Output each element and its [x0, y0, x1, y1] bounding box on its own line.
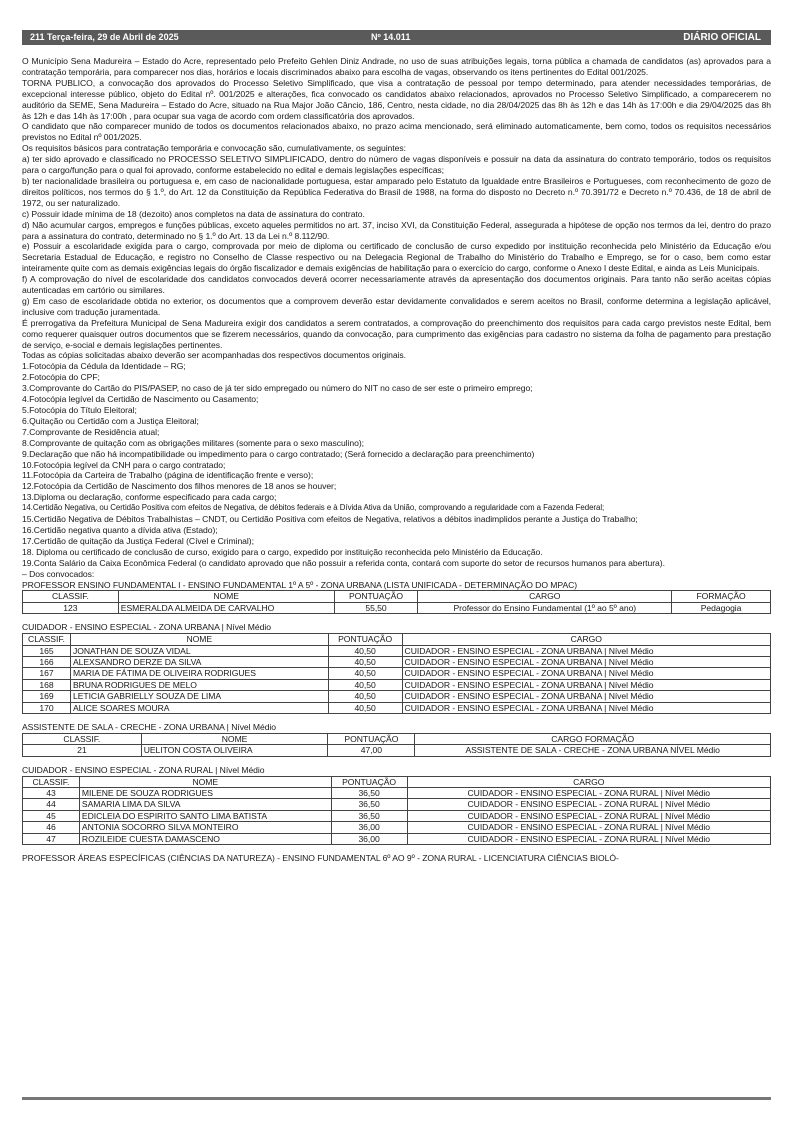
page-header: [22, 30, 771, 45]
column-header: CARGO: [402, 634, 770, 645]
paragraph: Os requisitos básicos para contratação temporária e convocação são, cumulativamente, os seguintes:: [22, 143, 406, 154]
column-header: CARGO FORMAÇÃO: [415, 733, 771, 744]
document-item: 14.Certidão Negativa, ou Certidão Positiva com efeitos de Negativa, de débitos federais e à Dívida Ativa da União, comprovando a regularidade com a Fazenda Federal;: [22, 503, 605, 513]
table-cell: 36,00: [331, 833, 407, 844]
column-header: PONTUAÇÃO: [334, 591, 418, 602]
column-header: FORMAÇÃO: [672, 591, 771, 602]
table-cell: 46: [23, 822, 80, 833]
column-header: PONTUAÇÃO: [328, 634, 402, 645]
trailing-section-title: PROFESSOR ÁREAS ESPECÍFICAS (CIÊNCIAS DA NATUREZA) - ENSINO FUNDAMENTAL 6º AO 9º - ZONA RURAL - LICENCIATURA CIÊNCIAS BIOLÓ-: [22, 853, 619, 864]
paragraph: d) Não acumular cargos, empregos e funções públicas, exceto aqueles permitidos no art. 37, inciso XVI, da Constituição Federal, assegurada a hipótese de opção nos termos da lei, dentro do prazo para a assinatura do contrato, determinado no § 1.º do Art. 13 da Lei n.º 8.112/90.: [22, 219, 771, 241]
table-cell: 44: [23, 799, 80, 810]
table-cell: 165: [23, 645, 71, 656]
table-cell: CUIDADOR - ENSINO ESPECIAL - ZONA RURAL | Nível Médio: [407, 833, 770, 844]
document-item: 7.Comprovante de Residência atual;: [22, 426, 160, 437]
column-header: CLASSIF.: [23, 776, 80, 787]
table-cell: CUIDADOR - ENSINO ESPECIAL - ZONA URBANA | Nível Médio: [402, 656, 770, 667]
paragraph: Todas as cópias solicitadas abaixo deverão ser acompanhadas dos respectivos documentos originais.: [22, 350, 407, 361]
document-item: 13.Diploma ou declaração, conforme especificado para cada cargo;: [22, 492, 277, 503]
table-cell: CUIDADOR - ENSINO ESPECIAL - ZONA RURAL | Nível Médio: [407, 788, 770, 799]
paragraph: c) Possuir idade mínima de 18 (dezoito) anos completos na data de assinatura do contrato.: [22, 208, 365, 219]
table-cell: MARIA DE FÁTIMA DE OLIVEIRA RODRIGUES: [70, 668, 328, 679]
table-cell: 40,50: [328, 656, 402, 667]
table-cell: 43: [23, 788, 80, 799]
column-header: CLASSIF.: [23, 591, 119, 602]
table-cell: ALEXSANDRO DERZE DA SILVA: [70, 656, 328, 667]
page-info: 211 Terça-feira, 29 de Abril de 2025: [30, 32, 179, 42]
column-header: NOME: [141, 733, 328, 744]
table-header-row: [23, 776, 771, 787]
table-row: [23, 656, 771, 667]
table-cell: LETICIA GABRIELLY SOUZA DE LIMA: [70, 691, 328, 702]
column-header: PONTUAÇÃO: [328, 733, 415, 744]
table-cell: 47: [23, 833, 80, 844]
document-body: [22, 56, 771, 864]
intro-paragraphs: [22, 56, 771, 361]
table-cell: SAMARIA LIMA DA SILVA: [79, 799, 331, 810]
table-cell: 47,00: [328, 745, 415, 756]
table-cell: Pedagogia: [672, 602, 771, 613]
table-cell: CUIDADOR - ENSINO ESPECIAL - ZONA URBANA | Nível Médio: [402, 645, 770, 656]
column-header: NOME: [118, 591, 334, 602]
documents-list: [22, 361, 771, 579]
table-cell: 167: [23, 668, 71, 679]
document-item: 15.Certidão Negativa de Débitos Trabalhistas – CNDT, ou Certidão Positiva com efeitos de Negativa, relativos a débitos inadimplidos perante a Justiça do Trabalho;: [22, 514, 638, 525]
table-cell: 55,50: [334, 602, 418, 613]
table-row: [23, 679, 771, 690]
document-item: 5.Fotocópia do Título Eleitoral;: [22, 405, 137, 415]
table-cell: JONATHAN DE SOUZA VIDAL: [70, 645, 328, 656]
candidates-table: [22, 633, 771, 714]
table-row: [23, 833, 771, 844]
table-cell: ESMERALDA ALMEIDA DE CARVALHO: [118, 602, 334, 613]
column-header: PONTUAÇÃO: [331, 776, 407, 787]
document-item: 16.Certidão negativa quanto a dívida ativa (Estado);: [22, 524, 218, 535]
table-cell: ALICE SOARES MOURA: [70, 702, 328, 713]
document-item: 11.Fotocópia da Carteira de Trabalho (página de identificação frente e verso);: [22, 470, 314, 481]
section-title: ASSISTENTE DE SALA - CRECHE - ZONA URBANA | Nível Médio: [22, 721, 277, 732]
paragraph: g) Em caso de escolaridade obtida no exterior, os documentos que a comprovem deverão estar devidamente convalidados e serem aceitos no Brasil, conforme determina a legislação aplicável, inclusive com tradução juramentada.: [22, 295, 771, 317]
table-row: [23, 691, 771, 702]
document-item: 9.Declaração que não há incompatibilidade ou impedimento para o cargo contratado; (Será fornecido a declaração para preenchimento): [22, 448, 535, 459]
document-item: 4.Fotocópia legível da Certidão de Nascimento ou Casamento;: [22, 394, 259, 405]
document-item: 10.Fotocópia legível da CNH para o cargo contratado;: [22, 459, 226, 470]
table-cell: 168: [23, 679, 71, 690]
column-header: CARGO: [418, 591, 672, 602]
section-title: CUIDADOR - ENSINO ESPECIAL - ZONA RURAL | Nível Médio: [22, 764, 265, 775]
document-item: 1.Fotocópia da Cédula da Identidade – RG;: [22, 361, 186, 372]
table-cell: ASSISTENTE DE SALA - CRECHE - ZONA URBANA NÍVEL Médio: [415, 745, 771, 756]
table-row: [23, 810, 771, 821]
table-cell: 40,50: [328, 679, 402, 690]
document-item: 3.Comprovante do Cartão do PIS/PASEP, no caso de já ter sido empregado ou número do NIT no caso de ser este o primeiro emprego;: [22, 383, 533, 394]
column-header: CLASSIF.: [23, 733, 142, 744]
candidates-table: [22, 776, 771, 845]
document-item: 17.Certidão de quitação da Justiça Federal (Cível e Criminal);: [22, 535, 254, 546]
table-row: [23, 745, 771, 756]
table-row: [23, 602, 771, 613]
table-cell: 36,50: [331, 799, 407, 810]
paragraph: É prerrogativa da Prefeitura Municipal de Sena Madureira exigir dos candidatos a serem contratados, a comprovação do preenchimento dos requisitos para cada cargo previstos neste Edital, bem como requerer quaisquer outros documentos que se fizerem necessários, quando da convocação, para cumprimento das exigências para cadastro no sistema da folha de pagamento para prestação de serviço, e-social e demais legislações pertinentes.: [22, 317, 771, 350]
table-cell: BRUNA RODRIGUES DE MELO: [70, 679, 328, 690]
table-cell: 40,50: [328, 691, 402, 702]
table-row: [23, 702, 771, 713]
table-cell: 40,50: [328, 702, 402, 713]
table-cell: CUIDADOR - ENSINO ESPECIAL - ZONA RURAL | Nível Médio: [407, 799, 770, 810]
footer-divider: [22, 1097, 771, 1100]
paragraph: f) A comprovação do nível de escolaridade dos candidatos convocados deverá ocorrer necessariamente através da apresentação dos documentos originais. Para tanto não serão aceitas cópias autenticadas em cartório ou similares.: [22, 274, 771, 296]
table-cell: 123: [23, 602, 119, 613]
table-cell: UELITON COSTA OLIVEIRA: [141, 745, 328, 756]
table-row: [23, 645, 771, 656]
column-header: CARGO: [407, 776, 770, 787]
paragraph: TORNA PUBLICO, a convocação dos aprovados do Processo Seletivo Simplificado, que visa a contratação de pessoal por tempo determinado, para atender necessidades temporárias, de excepcional interesse público, objeto do Edital nº. 001/2025 e alterações, fica convocado os candidatos abaixo relacionados, aprovados no Processo Seletivo Simplificado, a comparecerem no auditório da SEME, Sena Madureira – Estado do Acre, situado na Rua Major João Câncio, 186, Centro, nesta cidade, no dia 28/04/2025 das 8h às 12h e das 14h às 17:00h e dia 29/04/2025 das 8h às 12h e das 14h às 17:00h , para ocupar sua vaga de acordo com ordem classificatória dos aprovados.: [22, 77, 771, 121]
publication-name: DIÁRIO OFICIAL: [683, 32, 761, 43]
edition-number: Nº 14.011: [371, 32, 411, 42]
document-item: 12.Fotocópia da Certidão de Nascimento dos filhos menores de 18 anos se houver;: [22, 481, 337, 492]
document-item: 2.Fotocópia do CPF;: [22, 372, 100, 383]
table-row: [23, 822, 771, 833]
table-cell: 36,50: [331, 788, 407, 799]
table-header-row: [23, 733, 771, 744]
table-cell: 40,50: [328, 668, 402, 679]
table-cell: 169: [23, 691, 71, 702]
paragraph: e) Possuir a escolaridade exigida para o cargo, comprovada por meio de diploma ou certificado de conclusão de curso expedido por instituição reconhecida pelo Ministério da Educação e/ou Secretaria Estadual de Educação, e registro no Conselho de Classe respectivo ou na Delegacia Regional de Trabalho do Ministério do Trabalho e Emprego, se for o caso, bem como estar inteiramente quite com as demais exigências legais do órgão fiscalizador e demais exigências de habilitação para o exercício do cargo, conforme o Anexo I deste Edital, e ainda as Leis Municipais.: [22, 241, 771, 274]
column-header: NOME: [79, 776, 331, 787]
section-title: PROFESSOR ENSINO FUNDAMENTAL I - ENSINO FUNDAMENTAL 1º A 5º - ZONA URBANA (LISTA UNIFICADA - DETERMINAÇÃO DO MPAC): [22, 579, 578, 590]
table-cell: 45: [23, 810, 80, 821]
table-cell: ROZILEIDE CUESTA DAMASCENO: [79, 833, 331, 844]
section-title: CUIDADOR - ENSINO ESPECIAL - ZONA URBANA | Nível Médio: [22, 622, 271, 633]
table-row: [23, 668, 771, 679]
document-item: – Dos convocados:: [22, 568, 95, 579]
candidates-table: [22, 590, 771, 614]
paragraph: O Município Sena Madureira – Estado do Acre, representado pelo Prefeito Gehlen Diniz Andrade, no uso de suas atribuições legais, torna pública a chamada de candidatos (as) aprovados para a contratação temporária, para comparecer nos dias, horários e locais discriminados abaixo para escolha de vagas, observando os itens pertinentes do Edital 001/2025.: [22, 56, 771, 77]
document-item: 19.Conta Salário da Caixa Econômica Federal (o candidato aprovado que não possuir a referida conta, contará com suporte do setor de recursos humanos para abertura).: [22, 557, 665, 568]
document-item: 6.Quitação ou Certidão com a Justiça Eleitoral;: [22, 415, 199, 426]
paragraph: b) ter nacionalidade brasileira ou portuguesa e, em caso de nacionalidade portuguesa, estar amparado pelo Estatuto da Igualdade entre Brasileiros e Portugueses, com reconhecimento de gozo de direitos políticos, nos termos do § 1.º, do Art. 12 da Constituição da República Federativa do Brasil de 1988, na forma do disposto no Decreto n.º 70.391/72 e Decreto n.º 70.436, de 18 de abril de 1972, ou ser naturalizado.: [22, 175, 771, 208]
table-header-row: [23, 634, 771, 645]
column-header: NOME: [70, 634, 328, 645]
paragraph: O candidato que não comparecer munido de todos os documentos relacionados abaixo, no prazo acima mencionado, será eliminado automaticamente, bem como, todos os requisitos necessários previstos no Edital nº 001/2025.: [22, 121, 771, 143]
table-cell: EDICLEIA DO ESPIRITO SANTO LIMA BATISTA: [79, 810, 331, 821]
document-item: 18. Diploma ou certificado de conclusão de curso, exigido para o cargo, expedido por instituição reconhecida pelo Ministério da Educação.: [22, 546, 543, 557]
table-cell: CUIDADOR - ENSINO ESPECIAL - ZONA URBANA | Nível Médio: [402, 691, 770, 702]
table-row: [23, 788, 771, 799]
table-cell: 36,00: [331, 822, 407, 833]
table-cell: 40,50: [328, 645, 402, 656]
table-cell: 21: [23, 745, 142, 756]
table-cell: 166: [23, 656, 71, 667]
table-cell: CUIDADOR - ENSINO ESPECIAL - ZONA URBANA | Nível Médio: [402, 668, 770, 679]
table-cell: 36,50: [331, 810, 407, 821]
table-cell: CUIDADOR - ENSINO ESPECIAL - ZONA RURAL | Nível Médio: [407, 810, 770, 821]
table-cell: MILENE DE SOUZA RODRIGUES: [79, 788, 331, 799]
column-header: CLASSIF.: [23, 634, 71, 645]
table-cell: CUIDADOR - ENSINO ESPECIAL - ZONA URBANA | Nível Médio: [402, 702, 770, 713]
table-cell: 170: [23, 702, 71, 713]
table-cell: ANTONIA SOCORRO SILVA MONTEIRO: [79, 822, 331, 833]
table-cell: CUIDADOR - ENSINO ESPECIAL - ZONA URBANA | Nível Médio: [402, 679, 770, 690]
table-cell: CUIDADOR - ENSINO ESPECIAL - ZONA RURAL | Nível Médio: [407, 822, 770, 833]
paragraph: a) ter sido aprovado e classificado no PROCESSO SELETIVO SIMPLIFICADO, dentro do número de vagas disponíveis e possuir na data da assinatura do contrato temporário, todos os requisitos para o cargo/função para o qual foi aprovado, conforme estabelecido no edital e demais legislações específicas;: [22, 154, 771, 176]
candidates-table: [22, 733, 771, 757]
table-cell: Professor do Ensino Fundamental (1º ao 5º ano): [418, 602, 672, 613]
table-header-row: [23, 591, 771, 602]
table-row: [23, 799, 771, 810]
document-item: 8.Comprovante de quitação com as obrigações militares (somente para o sexo masculino);: [22, 437, 365, 448]
